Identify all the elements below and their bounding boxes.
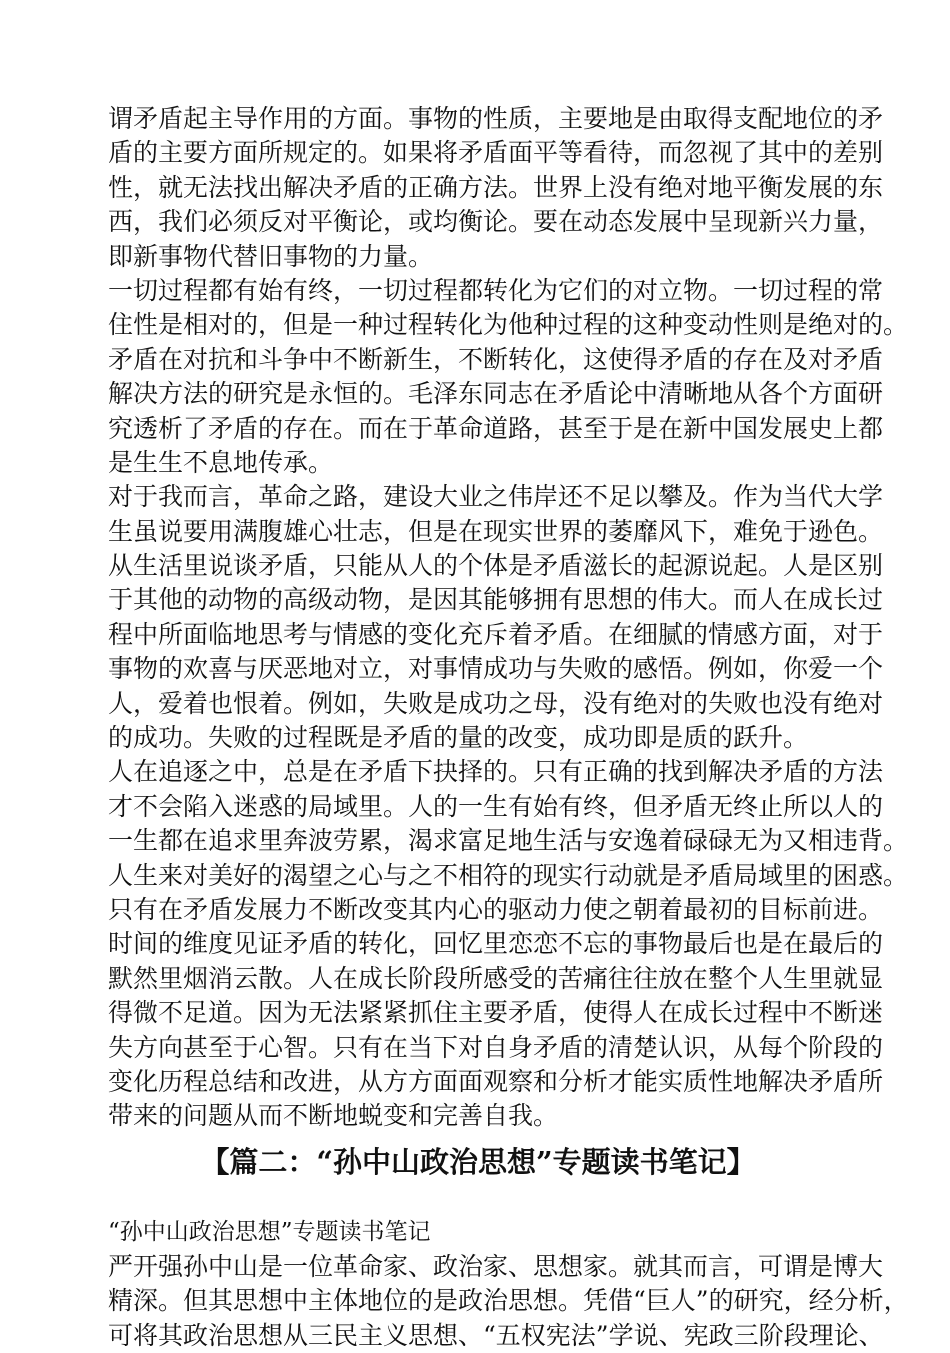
text-line: 西，我们必须反对平衡论，或均衡论。要在动态发展中呈现新兴力量， [108, 207, 884, 237]
text-line: 程中所面临地思考与情感的变化充斥着矛盾。在细腻的情感方面，对于 [108, 619, 884, 649]
section-title: 【篇二：“孙中山政治思想”专题读书笔记】 [200, 1144, 756, 1179]
document-page [108, 102, 909, 1353]
text-line: 事物的欢喜与厌恶地对立，对事情成功与失败的感悟。例如，你爱一个 [108, 654, 884, 684]
text-line: 生虽说要用满腹雄心壮志，但是在现实世界的萎靡风下，难免于逊色。 [108, 516, 884, 546]
text-line: 从生活里说谈矛盾，只能从人的个体是矛盾滋长的起源说起。人是区别 [108, 551, 884, 581]
text-line: 只有在矛盾发展力不断改变其内心的驱动力使之朝着最初的目标前进。 [108, 894, 884, 924]
text-line: 失方向甚至于心智。只有在当下对自身矛盾的清楚认识，从每个阶段的 [108, 1032, 884, 1062]
text-line: 于其他的动物的高级动物，是因其能够拥有思想的伟大。而人在成长过 [108, 585, 884, 615]
paragraph-1 [108, 102, 884, 274]
text-line: 一切过程都有始有终，一切过程都转化为它们的对立物。一切过程的常 [108, 275, 884, 305]
text-line: 精深。但其思想中主体地位的是政治思想。凭借“巨人”的研究，经分析， [108, 1286, 909, 1316]
text-line: 是生生不息地传承。 [108, 447, 334, 477]
text-line: 人在追逐之中，总是在矛盾下抉择的。只有正确的找到解决矛盾的方法 [108, 757, 884, 787]
text-line: 时间的维度见证矛盾的转化，回忆里恋恋不忘的事物最后也是在最后的 [108, 929, 884, 959]
text-line: 矛盾在对抗和斗争中不断新生，不断转化，这使得矛盾的存在及对矛盾 [108, 344, 884, 374]
text-line: 带来的问题从而不断地蜕变和完善自我。 [108, 1101, 559, 1131]
text-line: 人，爱着也恨着。例如，失败是成功之母，没有绝对的失败也没有绝对 [108, 688, 884, 718]
text-line: 盾的主要方面所规定的。如果将矛盾面平等看待，而忽视了其中的差别 [108, 138, 884, 168]
text-line: 的成功。失败的过程既是矛盾的量的改变，成功即是质的跃升。 [108, 723, 809, 753]
text-line: 可将其政治思想从三民主义思想、“五权宪法”学说、宪政三阶段理论、 [108, 1320, 884, 1350]
article-subtitle: “孙中山政治思想”专题读书笔记 [108, 1218, 431, 1245]
text-line: 即新事物代替旧事物的力量。 [108, 241, 434, 271]
text-line: 解决方法的研究是永恒的。毛泽东同志在矛盾论中清晰地从各个方面研 [108, 379, 884, 409]
text-line: 性，就无法找出解决矛盾的正确方法。世界上没有绝对地平衡发展的东 [108, 172, 884, 202]
text-line: 严开强孙中山是一位革命家、政治家、思想家。就其而言，可谓是博大 [108, 1251, 884, 1281]
text-line: 得微不足道。因为无法紧紧抓住主要矛盾，使得人在成长过程中不断迷 [108, 998, 884, 1028]
closing-paragraph [108, 1250, 909, 1353]
text-line: 谓矛盾起主导作用的方面。事物的性质，主要地是由取得支配地位的矛 [108, 104, 884, 133]
text-line: 人生来对美好的渴望之心与之不相符的现实行动就是矛盾局域里的困惑。 [108, 860, 909, 890]
text-line: 住性是相对的，但是一种过程转化为他种过程的这种变动性则是绝对的。 [108, 310, 909, 340]
text-line: 变化历程总结和改进，从方方面面观察和分析才能实质性地解决矛盾所 [108, 1066, 884, 1096]
text-line: 一生都在追求里奔波劳累，渴求富足地生活与安逸着碌碌无为又相违背。 [108, 826, 909, 856]
text-line: 默然里烟消云散。人在成长阶段所感受的苦痛往往放在整个人生里就显 [108, 963, 884, 993]
text-line: 究透析了矛盾的存在。而在于革命道路，甚至于是在新中国发展史上都 [108, 413, 884, 443]
paragraph-4 [108, 755, 909, 1133]
paragraph-2 [108, 274, 909, 480]
paragraph-3 [108, 480, 884, 755]
text-line: 对于我而言，革命之路，建设大业之伟岸还不足以攀及。作为当代大学 [108, 482, 884, 512]
text-line: 才不会陷入迷惑的局域里。人的一生有始有终，但矛盾无终止所以人的 [108, 791, 884, 821]
